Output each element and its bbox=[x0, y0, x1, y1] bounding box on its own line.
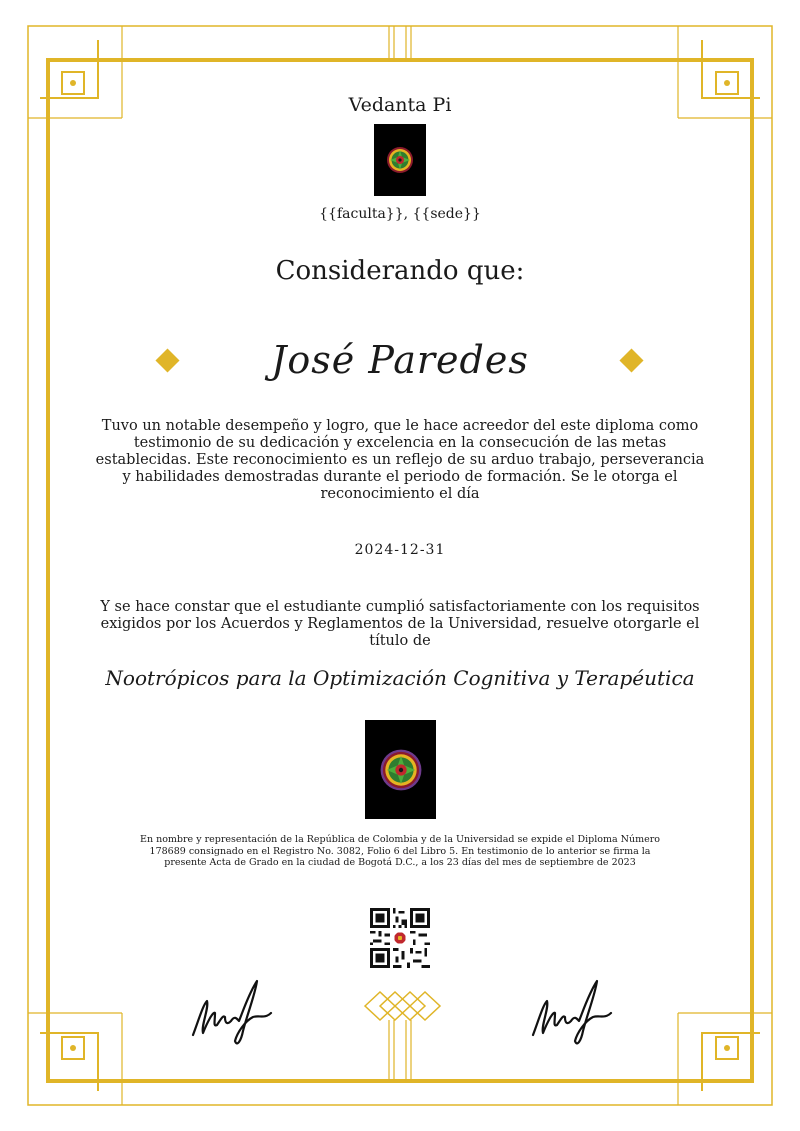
considering-heading: Considerando que: bbox=[275, 256, 525, 286]
degree-title: Nootrópicos para la Optimización Cognitiva y Terapéutica bbox=[105, 666, 695, 690]
signature-right-icon bbox=[525, 975, 620, 1050]
mandala-logo-icon bbox=[374, 124, 426, 196]
requirements-paragraph: Y se hace constar que el estudiante cumplió satisfactoriamente con los requisitos exigidos por los Acuerdos y Reglamentos de la Universidad, resuelve otorgarle el título de bbox=[100, 599, 700, 649]
faculty-campus-placeholder: {{faculta}}, {{sede}} bbox=[319, 206, 481, 222]
legal-text: En nombre y representación de la República de Colombia y de la Universidad se expide el Diploma Número 178689 consignado en el Registro No. 3082, Folio 6 del Libro 5. En testimonio de lo anterior se firma la presente Acta de Grado en la ciudad de Bogotá D.C., a los 23 días del mes de septiembre de 2023 bbox=[140, 834, 660, 868]
award-date: 2024-12-31 bbox=[354, 542, 446, 558]
qr-code-icon bbox=[370, 908, 430, 968]
institution-name: Vedanta Pi bbox=[348, 94, 452, 116]
recipient-name: José Paredes bbox=[271, 338, 529, 382]
signature-left-icon bbox=[185, 975, 280, 1050]
achievement-paragraph: Tuvo un notable desempeño y logro, que le hace acreedor del este diploma como testimonio de su dedicación y excelencia en la consecución de las metas establecidas. Este reconocimiento es un reflejo de su arduo trabajo, perseverancia y habilidades demostradas durante el periodo de formación. Se le otorga el reconocimiento el día bbox=[95, 418, 705, 502]
mandala-logo-icon bbox=[365, 720, 436, 819]
